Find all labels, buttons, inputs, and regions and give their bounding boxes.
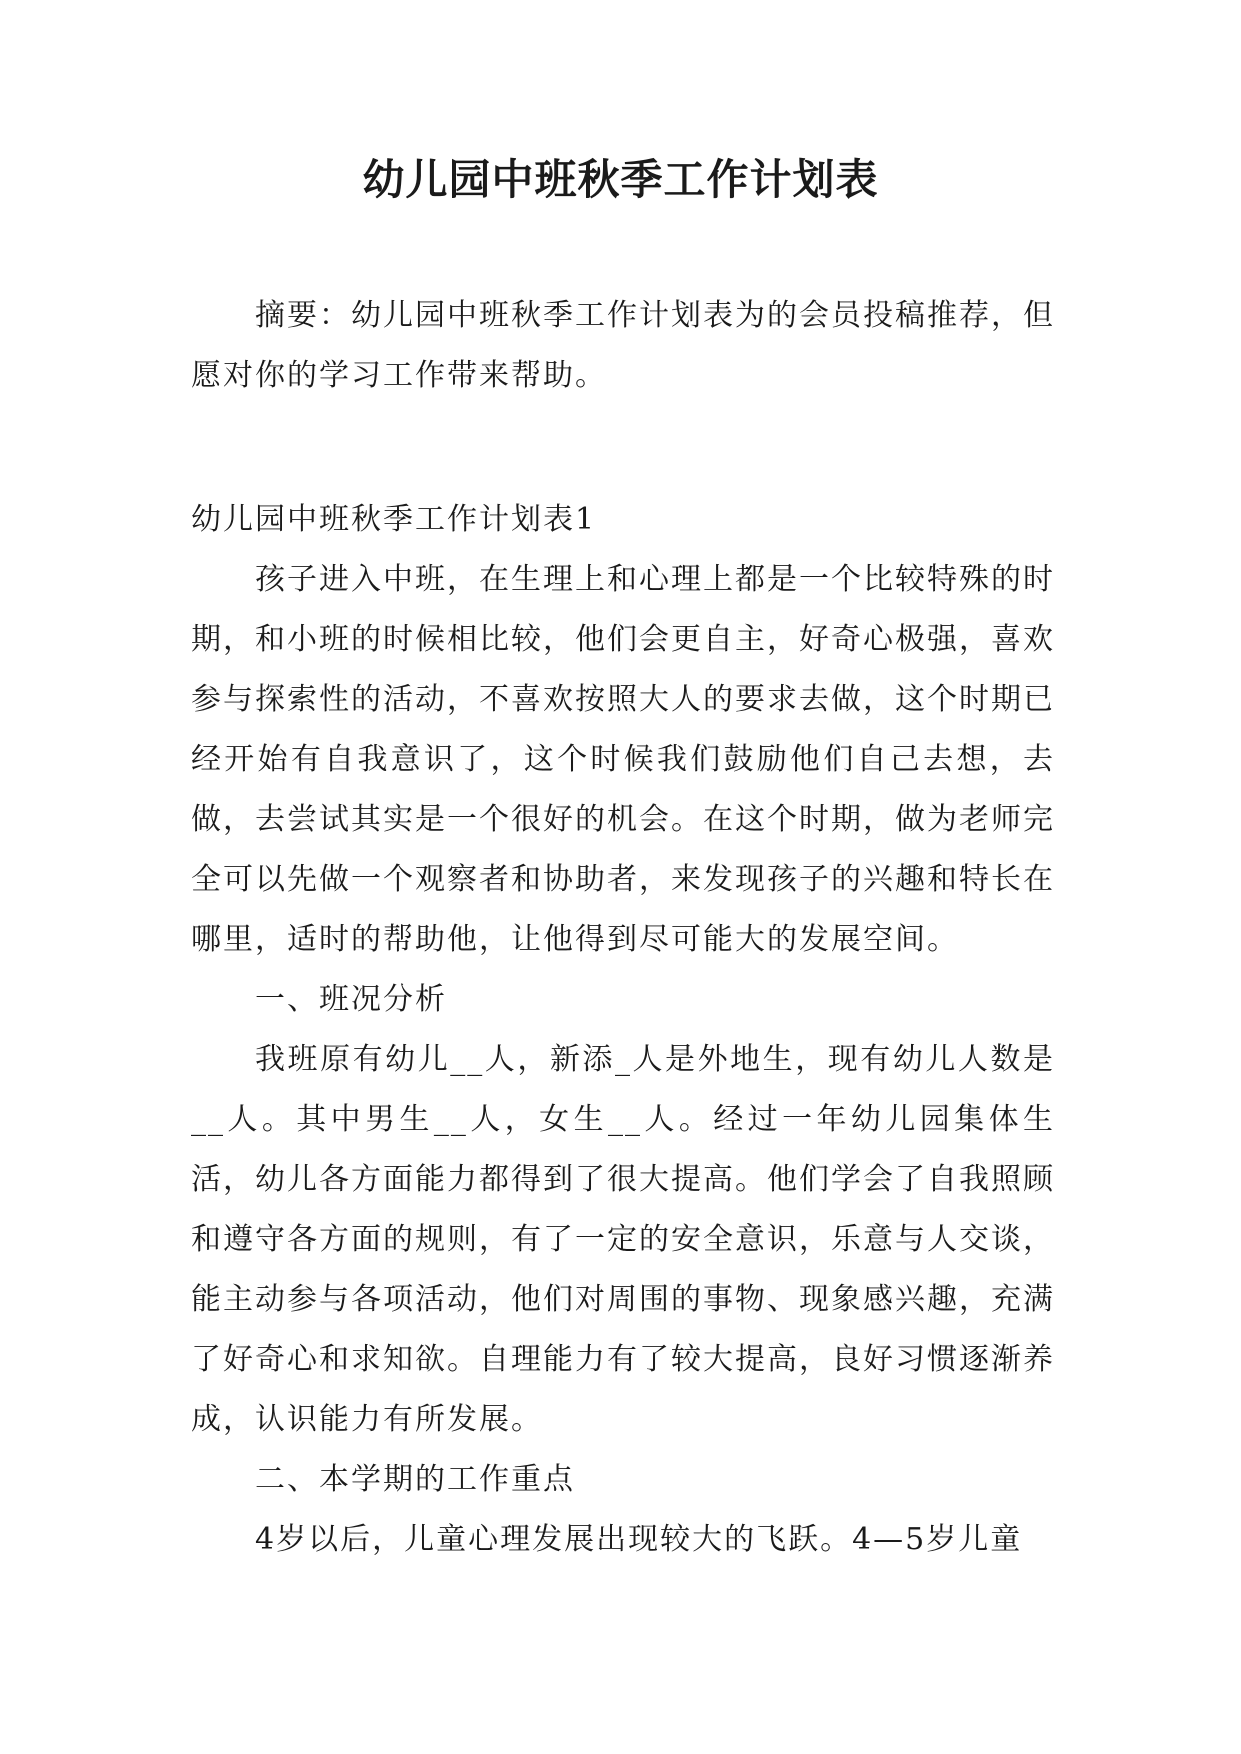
class-analysis-paragraph: 我班原有幼儿__人，新添_人是外地生，现有幼儿人数是__人。其中男生__人，女生__人。经过一年幼儿园集体生活，幼儿各方面能力都得到了很大提高。他们学会了自我照顾和遵守各方面的规则，有了一定的安全意识，乐意与人交谈，能主动参与各项活动，他们对周围的事物、现象感兴趣，充满了好奇心和求知欲。自理能力有了较大提高，良好习惯逐渐养成，认识能力有所发展。 <box>191 1042 1055 1437</box>
document-title: 幼儿园中班秋季工作计划表 <box>362 155 879 204</box>
abstract-paragraph: 摘要：幼儿园中班秋季工作计划表为的会员投稿推荐，但愿对你的学习工作带来帮助。 <box>191 298 1055 393</box>
section-heading-work-focus: 二、本学期的工作重点 <box>255 1462 575 1497</box>
document-subtitle: 幼儿园中班秋季工作计划表1 <box>191 502 597 537</box>
section-spacer <box>191 406 1055 490</box>
section-heading-class-analysis: 一、班况分析 <box>255 982 447 1017</box>
work-focus-paragraph: 4岁以后，儿童心理发展出现较大的飞跃。4—5岁儿童 <box>255 1522 1023 1557</box>
document-body <box>191 286 1055 1570</box>
intro-paragraph: 孩子进入中班，在生理上和心理上都是一个比较特殊的时期，和小班的时候相比较，他们会更自主，好奇心极强，喜欢参与探索性的活动，不喜欢按照大人的要求去做，这个时期已经开始有自我意识了，这个时候我们鼓励他们自己去想，去做，去尝试其实是一个很好的机会。在这个时期，做为老师完全可以先做一个观察者和协助者，来发现孩子的兴趣和特长在哪里，适时的帮助他，让他得到尽可能大的发展空间。 <box>191 562 1055 957</box>
